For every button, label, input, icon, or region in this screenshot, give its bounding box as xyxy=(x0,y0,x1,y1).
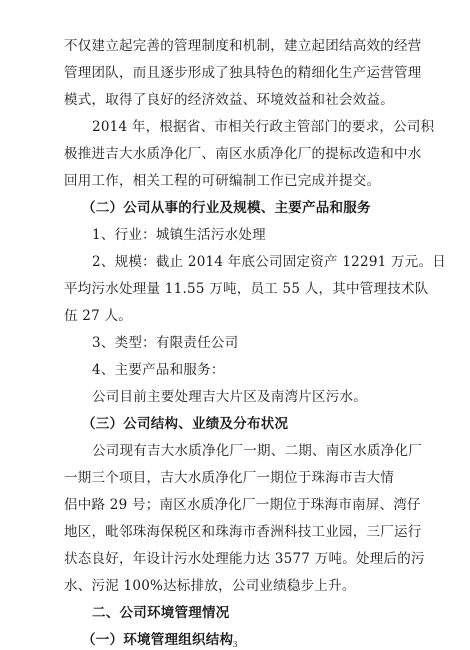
paragraph-line: 模式，取得了良好的经济效益、环境效益和社会效益。 xyxy=(64,92,394,108)
section-heading: （一）环境管理组织结构 xyxy=(82,632,234,648)
paragraph-line: 2014 年，根据省、市相关行政主管部门的要求，公司积 xyxy=(92,119,435,135)
paragraph-line: 地区，毗邻珠海保税区和珠海市香洲科技工业园，三厂运行 xyxy=(64,524,422,540)
page-number: 3 xyxy=(232,640,238,649)
paragraph-line: 管理团队，而且逐步形成了独具特色的精细化生产运营管理 xyxy=(64,65,422,81)
paragraph-line: 公司目前主要处理吉大片区及南湾片区污水。 xyxy=(92,389,367,405)
section-heading: 二、公司环境管理情况 xyxy=(92,605,230,621)
paragraph-line: 回用工作，相关工程的可研编制工作已完成并提交。 xyxy=(64,173,381,189)
paragraph-line: 水、污泥 100%达标排放，公司业绩稳步上升。 xyxy=(64,578,356,594)
paragraph-line: 平均污水处理量 11.55 万吨，员工 55 人，其中管理技术队 xyxy=(64,281,429,297)
paragraph-line: 不仅建立起完善的管理制度和机制，建立起团结高效的经营 xyxy=(64,38,422,54)
paragraph-line: 侣中路 29 号；南区水质净化厂一期位于珠海市南屏、湾仔 xyxy=(64,497,421,513)
section-heading: （三）公司结构、业绩及分布状况 xyxy=(82,416,289,432)
paragraph-line: 一期三个项目，吉大水质净化厂一期位于珠海市吉大情 xyxy=(64,470,394,486)
paragraph-line: 极推进吉大水质净化厂、南区水质净化厂的提标改造和中水 xyxy=(64,146,422,162)
paragraph-line: 伍 27 人。 xyxy=(64,308,133,324)
list-item: 4、主要产品和服务： xyxy=(92,362,225,378)
paragraph-line: 状态良好，年设计污水处理能力达 3577 万吨。处理后的污 xyxy=(64,551,425,567)
section-heading: （二）公司从事的行业及规模、主要产品和服务 xyxy=(82,200,371,216)
list-item: 3、类型：有限责任公司 xyxy=(92,335,239,351)
list-item: 2、规模：截止 2014 年底公司固定资产 12291 万元。日 xyxy=(92,254,447,270)
list-item: 1、行业：城镇生活污水处理 xyxy=(92,227,266,243)
paragraph-line: 公司现有吉大水质净化厂一期、二期、南区水质净化厂 xyxy=(92,443,422,459)
